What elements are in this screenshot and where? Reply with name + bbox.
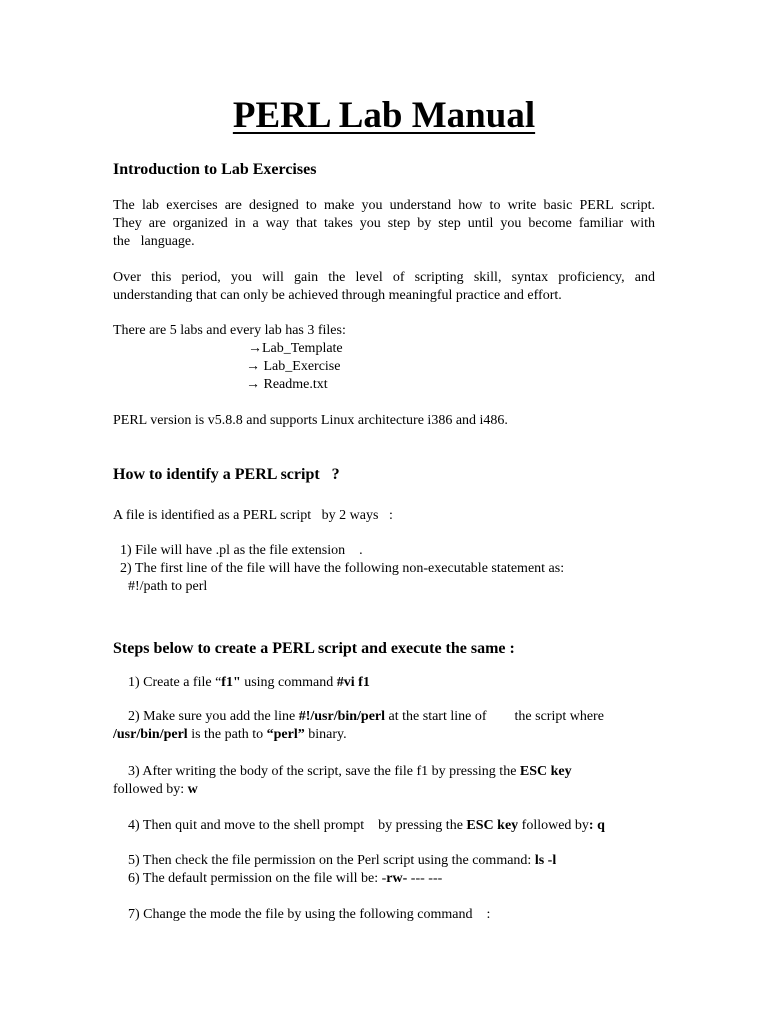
intro-paragraph-1-line-2: They are organized in a way that takes you step by step until you become familiar with (113, 216, 655, 231)
step-3-line-2: followed by: w (113, 782, 198, 797)
identify-item: #!/path to perl (128, 579, 208, 594)
intro-paragraph-2-line-2: understanding that can only be achieved through meaningful practice and effort. (113, 288, 562, 303)
identify-item: 2) The first line of the file will have the following non-executable statement as: (120, 561, 565, 576)
step-1: 1) Create a file “f1" using command #vi f1 (128, 675, 370, 690)
step-6: 6) The default permission on the file will be: -rw- --- --- (128, 871, 443, 886)
file-list-item: → Lab_Exercise (246, 359, 341, 374)
step-5: 5) Then check the file permission on the Perl script using the command: ls -l (128, 853, 557, 868)
file-list-item: →Lab_Template (248, 341, 343, 356)
identify-heading: How to identify a PERL script ? (113, 466, 340, 483)
step-4: 4) Then quit and move to the shell prompt by pressing the ESC key followed by: q (128, 818, 605, 833)
identify-item: 1) File will have .pl as the file extension . (120, 543, 363, 558)
page-title: PERL Lab Manual (232, 95, 536, 136)
labs-count-text: There are 5 labs and every lab has 3 files: (113, 323, 346, 338)
intro-paragraph-1-line-1: The lab exercises are designed to make you understand how to write basic PERL script. (113, 198, 655, 213)
intro-paragraph-1-line-3: the language. (113, 234, 195, 249)
version-text: PERL version is v5.8.8 and supports Linux architecture i386 and i486. (113, 413, 508, 428)
identify-intro-text: A file is identified as a PERL script by 2 ways : (113, 508, 393, 523)
intro-heading: Introduction to Lab Exercises (113, 161, 317, 178)
step-2-line-1: 2) Make sure you add the line #!/usr/bin/perl at the start line of the script where (128, 709, 604, 724)
file-list-item: → Readme.txt (246, 377, 328, 392)
step-7: 7) Change the mode the file by using the following command : (128, 907, 491, 922)
steps-heading: Steps below to create a PERL script and execute the same : (113, 640, 515, 657)
intro-paragraph-2-line-1: Over this period, you will gain the level of scripting skill, syntax proficiency, and (113, 270, 655, 285)
step-3-line-1: 3) After writing the body of the script, save the file f1 by pressing the ESC key (128, 764, 572, 779)
step-2-line-2: /usr/bin/perl is the path to “perl” binary. (113, 727, 347, 742)
